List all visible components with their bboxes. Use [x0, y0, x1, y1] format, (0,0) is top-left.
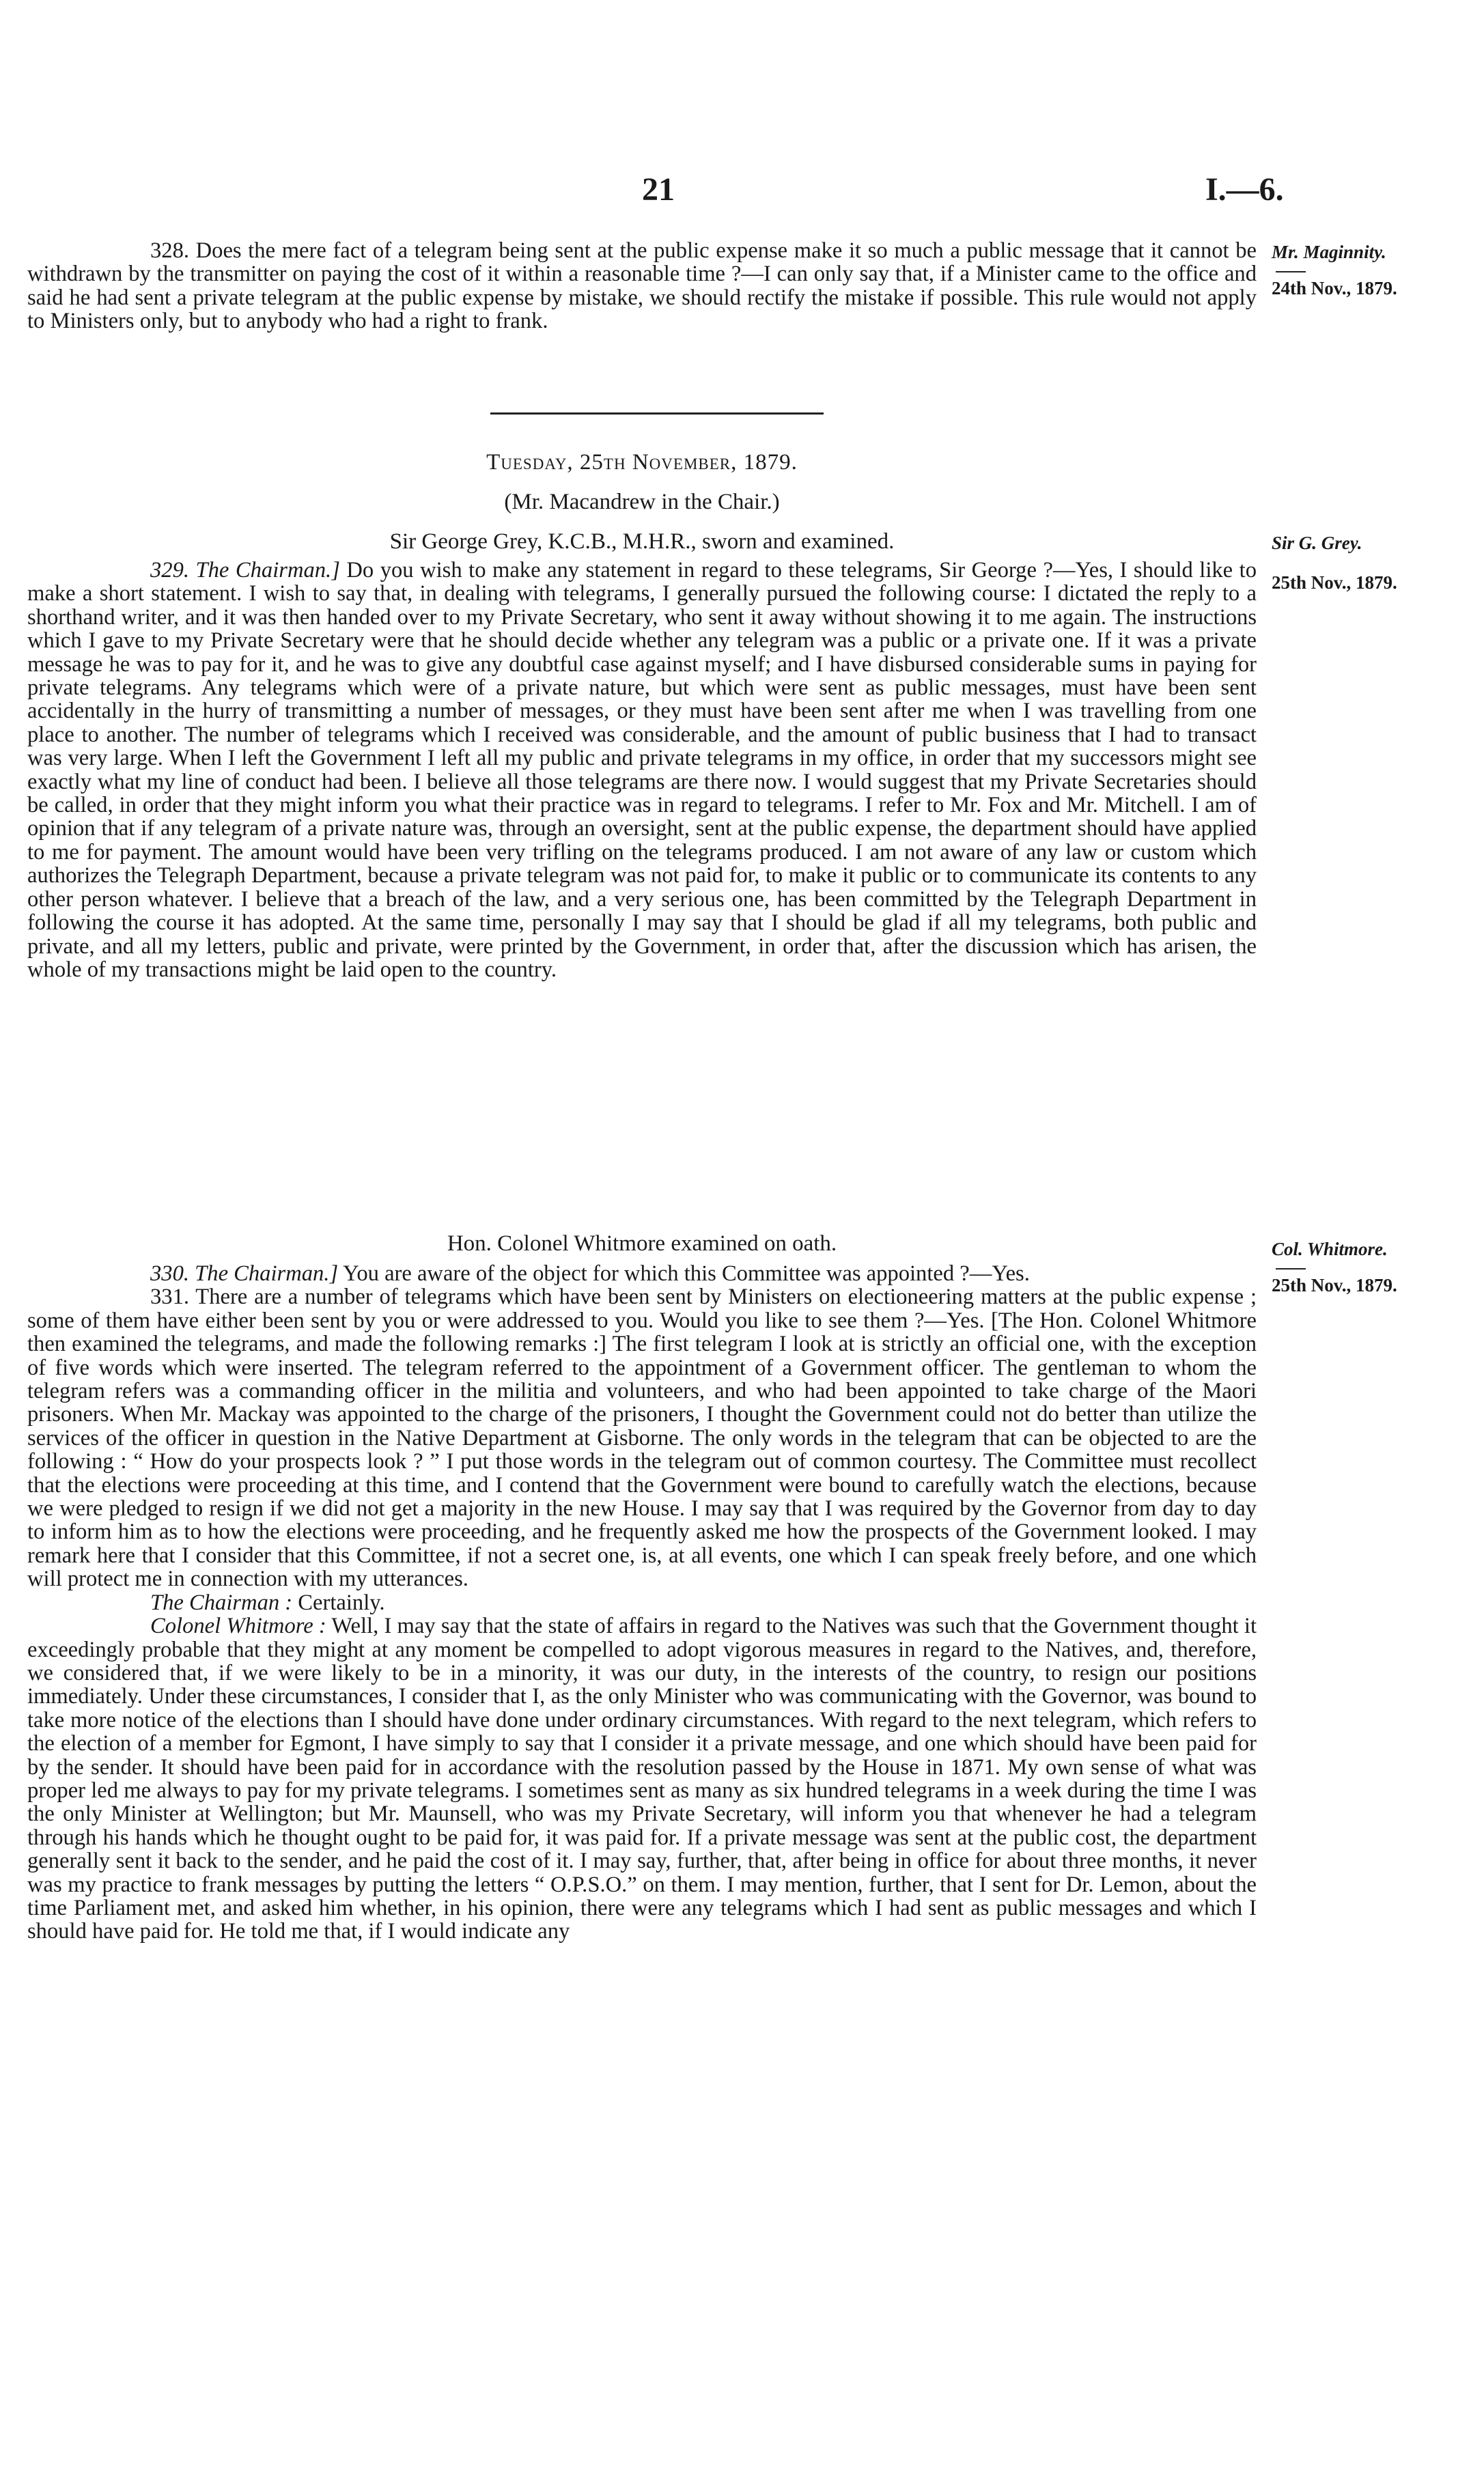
- margin-date-grey: [1272, 572, 1476, 593]
- margin-note-whitmore: [1272, 1239, 1476, 1295]
- chairman-speaker: The Chairman :: [150, 1590, 293, 1615]
- margin-dash: [1276, 271, 1306, 272]
- whitmore-text: Well, I may say that the state of affairs in regard to the Natives was such that the Government thought it exceedingly probable that they might at any moment be compelled to adopt vigorous measures in regard to the Natives, and, therefore, we considered that, if we were likely to be in a minority, it was our duty, in the interests of the country, to resign our positions immediately. Under these circumstances, I consider that I, as the only Minister who was communicating with the Governor, was bound to take more notice of the elections than I should have done under ordinary circumstances. With regard to the next telegram, which refers to the election of a member for Egmont, I have simply to say that I consider it a private message, and one which should have been paid for by the sender. It should have been paid for in accordance with the resolution passed by the House in 1871. My own sense of what was proper led me always to pay for my private telegrams. I sometimes sent as many as six hundred telegrams in a week during the time I was the only Minister at Wellington; but Mr. Maunsell, who was my Private Secretary, will inform you that whenever he had a telegram through his hands which he thought ought to be paid for, it was paid for. If a private message was sent at the public cost, the department generally sent it back to the sender, and he paid the cost of it. I may say, further, that, after being in office for about three months, it never was my practice to frank messages by putting the letters “ O.P.S.O.” on them. I may mention, further, that I sent for Dr. Lemon, about the time Parliament met, and asked him whether, in his opinion, there were any telegrams which I had sent as public messages and which I should have paid for. He told me that, if I would indicate any: [27, 1614, 1257, 1944]
- q329-text: Do you wish to make any statement in regard to these telegrams, Sir George ?—Yes, I should like to make a short statement. I wish to say that, in dealing with telegrams, I generally pursued the following course: I dictated the reply to a shorthand writer, and it was then handed over to my Private Secretary, who sent it away without showing it to me again. The instructions which I gave to my Private Secretary were that he should decide whether any telegram was a public or a private one. If it was a private message he was to pay for it, and he was to give any doubtful case against myself; and I have disbursed considerable sums in paying for private telegrams. Any telegrams which were of a private nature, but which were sent as public messages, must have been sent accidentally in the hurry of transmitting a number of messages, or they must have been sent after me when I was travelling from one place to another. The number of telegrams which I received was considerable, and the amount of public business that I had to transact was very large. When I left the Government I left all my public and private telegrams in my office, in order that my successors might see exactly what my line of conduct had been. I believe all those telegrams are there now. I would suggest that my Private Secretaries should be called, in order that they might inform you what their practice was in regard to telegrams. I refer to Mr. Fox and Mr. Mitchell. I am of opinion that if any telegram of a private nature was, through an oversight, sent at the public expense, the department should have applied to me for payment. The amount would have been very trifling on the telegrams produced. I am not aware of any law or custom which authorizes the Telegraph Department, because a private telegram was not paid for, to make it public or to communicate its contents to any other person whatever. I believe that a breach of the law, and a very serious one, has been committed by the Telegraph Department in following the course it has adopted. At the same time, personally I may say that I should be glad if all my telegrams, both public and private, and all my letters, public and private, were printed by the Government, in order that, after the discussion which has arisen, the whole of my transactions might be laid open to the country.: [27, 558, 1257, 982]
- chairman-text: Certainly.: [292, 1590, 385, 1615]
- witness-line-grey: Sir George Grey, K.C.B., M.H.R., sworn and examined.: [389, 529, 895, 554]
- page-number: 21: [642, 171, 675, 208]
- margin-date: 24th Nov., 1879.: [1272, 278, 1397, 298]
- witness-line-whitmore: Hon. Colonel Whitmore examined on oath.: [447, 1231, 837, 1256]
- q329-speaker: 329. The Chairman.]: [150, 558, 340, 583]
- paragraph-chairman-reply: [27, 1591, 1257, 1614]
- margin-date: 25th Nov., 1879.: [1272, 1275, 1397, 1295]
- margin-date: 25th Nov., 1879.: [1272, 572, 1397, 593]
- paragraph-q328: 328. Does the mere fact of a telegram being sent at the public expense make it so much a public message that it cannot be withdrawn by the transmitter on paying the cost of it within a reasonable time ?—I can only say that, if a Minister came to the office and said he had sent a private telegram at the public expense by mistake, we should rectify the mistake if possible. This rule would not apply to Ministers only, but to anybody who had a right to frank.: [27, 238, 1257, 334]
- margin-note-maginnity: [1272, 242, 1476, 298]
- section-witness-whitmore: [27, 1232, 1257, 1255]
- section-q329: [27, 559, 1257, 981]
- margin-note-grey: [1272, 533, 1476, 553]
- section-q330-onward: [27, 1262, 1257, 1944]
- q330-text: You are aware of the object for which this Committee was appointed ?—Yes.: [338, 1261, 1030, 1286]
- whitmore-speaker: Colonel Whitmore :: [150, 1614, 326, 1639]
- chair-line: (Mr. Macandrew in the Chair.): [504, 490, 780, 514]
- paragraph-q329: [27, 559, 1257, 981]
- section-divider: [490, 412, 824, 415]
- date-heading: Tuesday, 25th November, 1879.: [486, 450, 798, 475]
- document-reference: I.—6.: [1205, 171, 1284, 208]
- paragraph-q331: 331. There are a number of telegrams which have been sent by Ministers on electioneering matters at the public expense ; some of them have either been sent by you or were addressed to you. Would you like to see them ?—Yes. [The Hon. Colonel Whitmore then examined the telegrams, and made the following remarks :] The first telegram I look at is strictly an official one, with the exception of five words which were inserted. The telegram referred to the appointment of a Government officer. The gentleman to whom the telegram refers was a commanding officer in the militia and volunteers, and who had been appointed to take charge of the Maori prisoners. When Mr. Mackay was appointed to the charge of the prisoners, I thought the Government could not do better than utilize the services of the officer in question in the Native Department at Gisborne. The only words in the telegram that can be objected to are the following : “ How do your prospects look ? ” I put those words in the telegram out of common courtesy. The Committee must recollect that the elections were proceeding at this time, and I contend that the Government were bound to carefully watch the elections, because we were pledged to resign if we did not get a majority in the new House. I may say that I was required by the Governor from day to day to inform him as to how the elections were proceeding, and he frequently asked me how the prospects of the Government looked. I may remark here that I consider that this Committee, if not a secret one, is, at all events, one which I can speak freely before, and one which will protect me in connection with my utterances.: [27, 1285, 1257, 1592]
- section-chair-line: [27, 490, 1257, 514]
- margin-dash: [1276, 1268, 1306, 1270]
- paragraph-whitmore-statement: [27, 1614, 1257, 1944]
- q330-speaker: 330. The Chairman.]: [150, 1261, 339, 1286]
- paragraph-q330: [27, 1262, 1257, 1285]
- margin-witness-name: Col. Whitmore.: [1272, 1239, 1388, 1259]
- margin-witness-name: Mr. Maginnity.: [1272, 242, 1386, 262]
- section-date-heading: [27, 451, 1257, 474]
- section-witness-grey: [27, 530, 1257, 553]
- margin-witness-name: Sir G. Grey.: [1272, 533, 1362, 553]
- section-q328: [27, 239, 1257, 333]
